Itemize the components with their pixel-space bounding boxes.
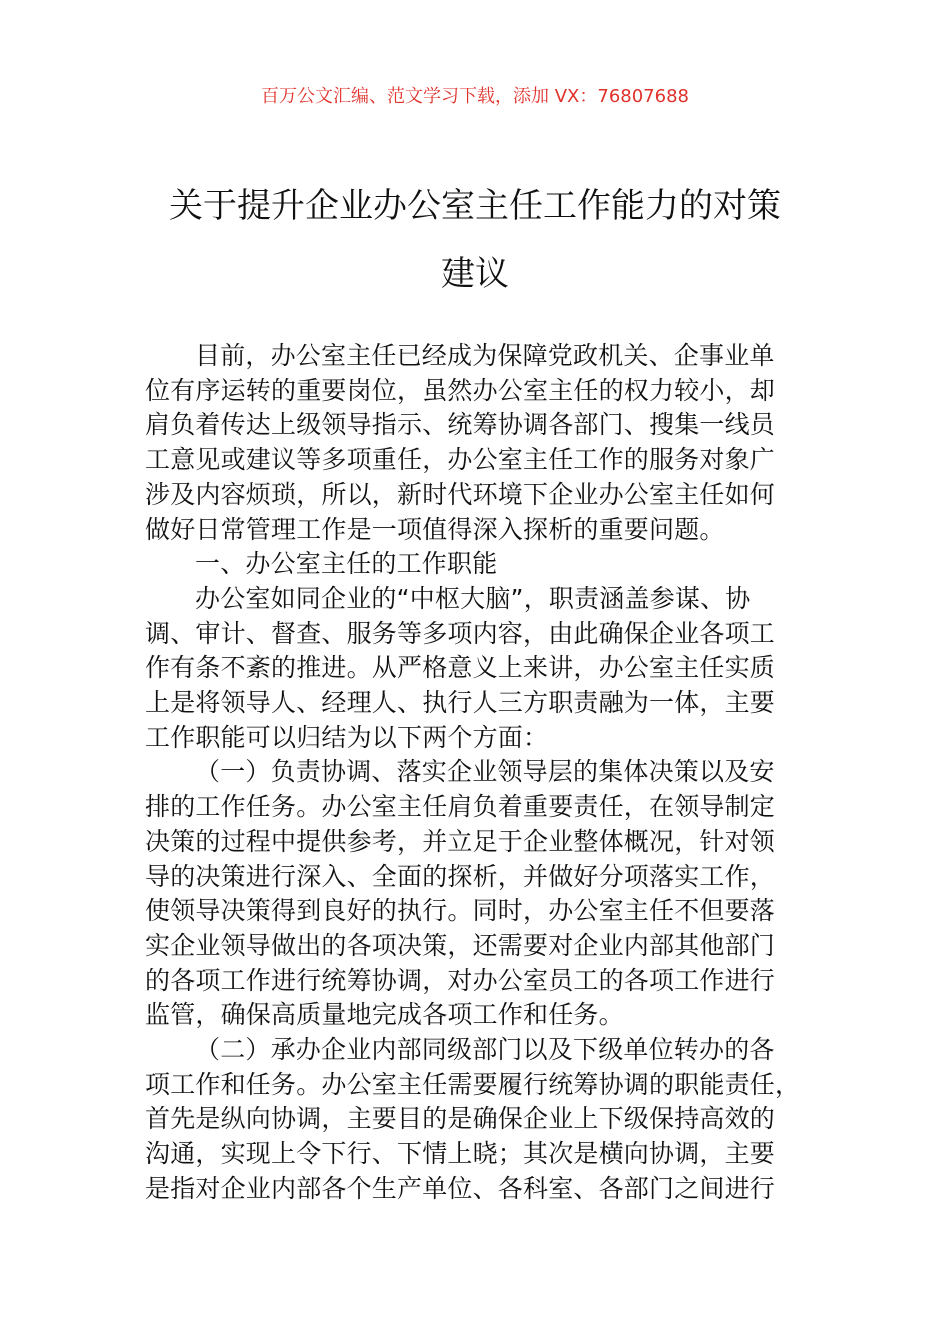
text-line: 沟通，实现上令下行、下情上晓；其次是横向协调，主要 [145, 1139, 776, 1169]
text-line: 排的工作任务。办公室主任肩负着重要责任，在领导制定 [145, 792, 776, 822]
paragraph [145, 547, 845, 582]
paragraph [145, 1033, 845, 1207]
paragraph [145, 755, 845, 1033]
text-line: 项工作和任务。办公室主任需要履行统筹协调的职能责任， [145, 1069, 801, 1099]
document-title [0, 172, 950, 308]
text-line: 位有序运转的重要岗位，虽然办公室主任的权力较小，却 [145, 375, 776, 405]
text-line: 作有条不紊的推进。从严格意义上来讲，办公室主任实质 [145, 653, 776, 683]
title-line: 建议 [441, 254, 509, 294]
text-line: 上是将领导人、经理人、执行人三方职责融为一体，主要 [145, 688, 776, 718]
text-line: 调、审计、督查、服务等多项内容，由此确保企业各项工 [145, 618, 776, 648]
text-line: 是指对企业内部各个生产单位、各科室、各部门之间进行 [145, 1173, 776, 1203]
title-line: 关于提升企业办公室主任工作能力的对策 [169, 186, 781, 226]
text-line: 使领导决策得到良好的执行。同时，办公室主任不但要落 [145, 896, 776, 926]
text-line: 的各项工作进行统筹协调，对办公室员工的各项工作进行 [145, 965, 776, 995]
watermark-header: 百万公文汇编、范文学习下载，添加 VX：76807688 [261, 86, 689, 107]
text-line: 工意见或建议等多项重任，办公室主任工作的服务对象广 [145, 445, 776, 475]
text-line: 肩负着传达上级领导指示、统筹协调各部门、搜集一线员 [145, 410, 776, 440]
text-line: 实企业领导做出的各项决策，还需要对企业内部其他部门 [145, 930, 776, 960]
paragraph [145, 339, 845, 547]
text-line: 办公室如同企业的“中枢大脑”，职责涵盖参谋、协 [195, 583, 751, 613]
text-line: （二）承办企业内部同级部门以及下级单位转办的各 [195, 1035, 775, 1065]
text-line: 首先是纵向协调，主要目的是确保企业上下级保持高效的 [145, 1104, 776, 1134]
text-line: 做好日常管理工作是一项值得深入探析的重要问题。 [145, 514, 725, 544]
text-line: 一、办公室主任的工作职能 [195, 549, 498, 579]
paragraph [145, 582, 845, 756]
text-line: （一）负责协调、落实企业领导层的集体决策以及安 [195, 757, 775, 787]
text-line: 导的决策进行深入、全面的探析，并做好分项落实工作， [145, 861, 776, 891]
text-line: 涉及内容烦琐，所以，新时代环境下企业办公室主任如何 [145, 479, 776, 509]
document-body [145, 339, 845, 1207]
text-line: 目前，办公室主任已经成为保障党政机关、企事业单 [195, 341, 775, 370]
text-line: 工作职能可以归结为以下两个方面： [145, 722, 549, 752]
text-line: 决策的过程中提供参考，并立足于企业整体概况，针对领 [145, 826, 776, 856]
text-line: 监管，确保高质量地完成各项工作和任务。 [145, 1000, 624, 1030]
